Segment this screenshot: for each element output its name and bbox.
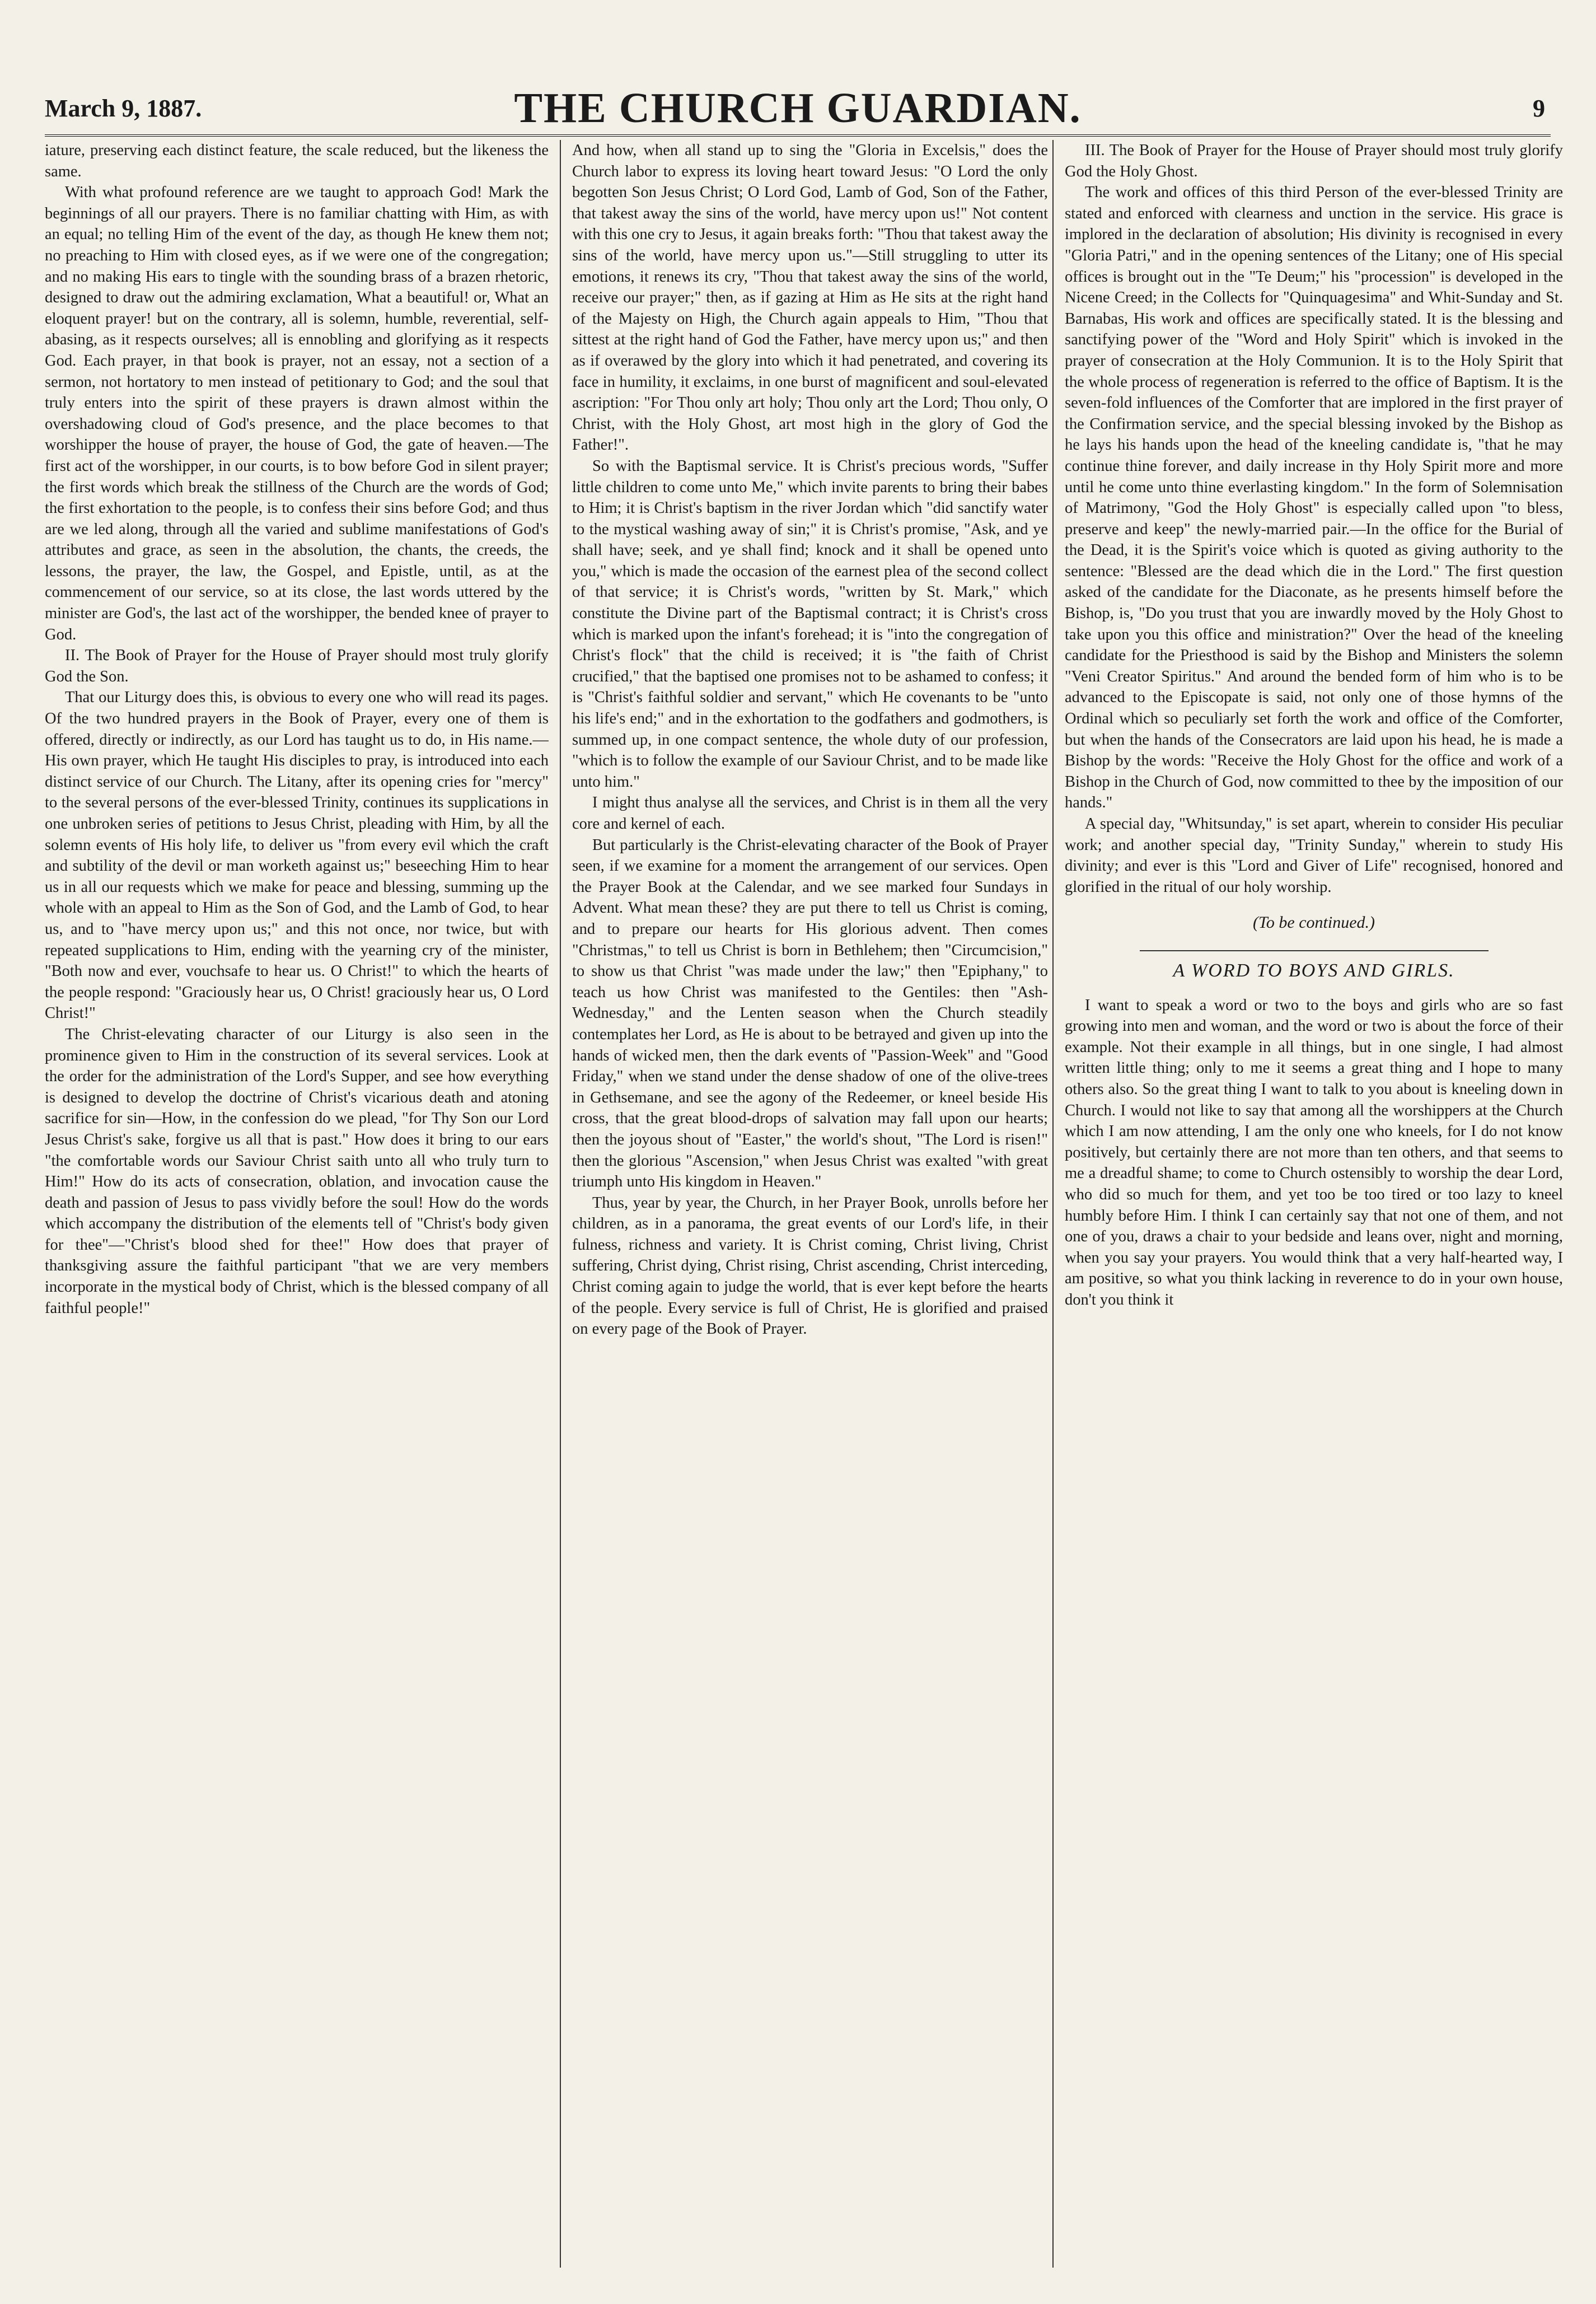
section-divider xyxy=(1140,950,1489,951)
paragraph: So with the Baptismal service. It is Christ's precious words, "Suffer little children to come unto Me," which invite parents to bring their babes to Him; it is Christ's baptism in the river Jordan which "did sanctify water to the mystical washing away of sin;" it is Christ's promise, "Ask, and ye shall have; seek, and ye shall find; knock and it shall be opened unto you," which is made the occasion of the earnest plea of the second collect of that service; it is Christ's words, "written by St. Mark," which constitute the Divine part of the Baptismal contract; it is Christ's cross which is marked upon the infant's forehead; it is "into the congregation of Christ's flock" that the child is received; it is "the faith of Christ crucified," that the baptised one promises not to be ashamed to confess; it is "Christ's faithful soldier and servant," which He covenants to be "unto his life's end;" and in the exhortation to the godfathers and godmothers, is summed up, in one compact sentence, the whole duty of our profession, "which is to follow the example of our Saviour Christ, and to be made like unto him." xyxy=(572,457,1048,791)
column-2 xyxy=(560,140,1048,2268)
section-heading-iii: III. The Book of Prayer for the House of Prayer should most truly glorify God the Holy Ghost. xyxy=(1065,142,1563,180)
paragraph: With what profound reference are we taught to approach God! Mark the beginnings of all our prayers. There is no familiar chatting with Him, as with an equal; no telling Him of the event of the day, as though He knew them not; no preaching to Him with closed eyes, as if we were one of the congregation; and no making His ears to tingle with the sounding brass of a brazen rhetoric, designed to draw out the admiring exclamation, What a beautiful! or, What an eloquent prayer! but on the contrary, all is solemn, humble, reverential, self-abasing, as it respects ourselves; all is ennobling and glorifying as it respects God. Each prayer, in that book is prayer, not an essay, not a section of a sermon, not hortatory to men instead of petitionary to God; and the soul that truly enters into the spirit of these prayers is drawn almost within the overshadowing cloud of God's presence, and the place becomes to that worshipper the house of prayer, the house of God, the gate of heaven.—The first act of the worshipper, in our courts, is to bow before God in silent prayer; the first words which break the stillness of the Church are the words of God; the first exhortation to the people, is to confess their sins before God; and thus are we led along, through all the varied and sublime manifestations of God's attributes and grace, as seen in the absolution, the chants, the creeds, the lessons, the prayer, the law, the Gospel, and Epistle, until, as at the commencement of our service, so at its close, the last words uttered by the minister are God's, the last act of the worshipper, the bended knee of prayer to God. xyxy=(45,184,549,643)
paragraph: Thus, year by year, the Church, in her Prayer Book, unrolls before her children, as in a panorama, the great events of our Lord's life, in their fulness, richness and variety. It is Christ coming, Christ living, Christ suffering, Christ dying, Christ rising, Christ ascending, Christ interceding, Christ coming again to judge the world, that is ever kept before the hearts of the people. Every service is full of Christ, He is glorified and praised on every page of the Book of Prayer. xyxy=(572,1194,1048,1338)
paragraph: But particularly is the Christ-elevating character of the Book of Prayer seen, if we examine for a moment the arrangement of our services. Open the Prayer Book at the Calendar, and we see marked four Sundays in Advent. What mean these? they are put there to tell us Christ is coming, and to prepare our hearts for His glorious advent. Then comes "Christmas," to tell us Christ is born in Bethlehem; then "Circumcision," to show us that Christ "was made under the law;" then "Epiphany," to teach us how Christ was manifested to the Gentiles: then "Ash-Wednesday," and the Lenten season when the Church steadily contemplates her Lord, as He is about to be betrayed and given up into the hands of wicked men, then the dark events of "Passion-Week" and "Good Friday," when we stand under the dense shadow of one of the olive-trees in Gethsemane, and see the agony of the Redeemer, or kneel beside His cross, that the great blood-drops of salvation may fall upon our hearts; then the joyous shout of "Easter," the world's shout, "The Lord is risen!" then the glorious "Ascension," when Jesus Christ was exalted "with great triumph unto His kingdom in Heaven." xyxy=(572,836,1048,1191)
paragraph: iature, preserving each distinct feature, the scale reduced, but the likeness the same. xyxy=(45,142,549,180)
newspaper-title: THE CHURCH GUARDIAN. xyxy=(514,85,1082,132)
page-number: 9 xyxy=(1533,95,1545,122)
paragraph: I might thus analyse all the services, and Christ is in them all the very core and kernel of each. xyxy=(572,794,1048,833)
section-heading-ii: II. The Book of Prayer for the House of Prayer should most truly glorify God the Son. xyxy=(45,647,549,685)
to-be-continued-note: (To be continued.) xyxy=(1252,913,1375,932)
issue-date: March 9, 1887. xyxy=(45,95,202,122)
paragraph: The work and offices of this third Person of the ever-blessed Trinity are stated and enforced with clearness and unction in the service. His grace is implored in the declaration of absolution; His divinity is recognised in every "Gloria Patri," and in the opening sentences of the Litany; one of His special offices is brought out in the "Te Deum;" his "procession" is developed in the Nicene Creed; in the Collects for "Quinquagesima" and Whit-Sunday and St. Barnabas, His work and offices are specifically stated. It is the blessing and sanctifying power of the "Word and Holy Spirit" which is invoked in the prayer of consecration at the Holy Communion. It is to the Holy Spirit that the whole process of regeneration is referred to the office of Baptism. It is the seven-fold influences of the Comforter that are implored in the first prayer of the Confirmation service, and the special blessing invoked by the Bishop as he lays his hands upon the head of the kneeling candidate is, "that he may continue thine forever, and daily increase in thy Holy Spirit more and more until he come unto thine everlasting kingdom." In the form of Solemnisation of Matrimony, "God the Holy Ghost" is especially called upon "to bless, preserve and keep" the newly-married pair.—In the office for the Burial of the Dead, it is the Spirit's voice which is quoted as giving authority to the sentence: "Blessed are the dead which die in the Lord." The first question asked of the candidate for the Diaconate, as he presents himself before the Bishop, is, "Do you trust that you are inwardly moved by the Holy Ghost to take upon you this office and ministration?" Over the head of the kneeling candidate for the Priesthood is said by the Bishop and Ministers the solemn "Veni Creator Spiritus." And around the bended form of him who is to be advanced to the Episcopate is said, not only one of those hymns of the Ordinal which so peculiarly set forth the work and office of the Comforter, but when the hands of the Consecrators are laid upon his head, he is made a Bishop by the words: "Receive the Holy Ghost for the office and work of a Bishop in the Church of God, now committed to thee by the imposition of our hands." xyxy=(1065,184,1563,812)
paragraph: I want to speak a word or two to the boys and girls who are so fast growing into men and woman, and the word or two is about the force of their example. Not their example in all things, but in one single, I had almost written little thing; only to me it seems a great thing and I hope to many others also. So the great thing I want to talk to you about is kneeling down in Church. I would not like to say that among all the worshippers at the Church which I am now attending, I am the only one who kneels, for I do not know positively, but certainly there are not more than ten others, and that seems to me a dreadful shame; to come to Church ostensibly to worship the dear Lord, who did so much for them, and yet too be too tired or too lazy to kneel humbly before Him. I think I can certainly say that not one of them, and not one of you, draws a chair to your bedside and leans over, night and morning, when you say your prayers. You would think that a very half-hearted way, I am positive, so what you think lacking in reverence to do in your own house, don't you think it xyxy=(1065,996,1563,1308)
column-1 xyxy=(45,140,549,2268)
masthead xyxy=(45,84,1551,137)
paragraph: That our Liturgy does this, is obvious to every one who will read its pages. Of the two hundred prayers in the Book of Prayer, every one of them is offered, directly or indirectly, as our Lord has taught us to do, in His name.—His own prayer, which He taught His disciples to pray, is introduced into each distinct service of our Church. The Litany, after its opening cries for "mercy" to the several persons of the ever-blessed Trinity, continues its supplications in one unbroken series of petitions to Jesus Christ, pleading with Him, by all the solemn events of His holy life, to deliver us "from every evil which the craft and subtility of the devil or man worketh against us;" beseeching Him to hear us in all our requests which we make for peace and blessing, summing up the whole with an appeal to Him as the Son of God, and the Lamb of God, to hear us, and to "have mercy upon us;" and this not once, nor twice, but with repeated supplications to Him, ending with the yearning cry of the minister, "Both now and ever, vouchsafe to hear us. O Christ!" to which the hearts of the people respond: "Graciously hear us, O Christ! graciously hear us, O Lord Christ!" xyxy=(45,689,549,1022)
paragraph: The Christ-elevating character of our Liturgy is also seen in the prominence given to Him in the construction of its several services. Look at the order for the administration of the Lord's Supper, and see how everything is designed to develop the doctrine of Christ's vicarious death and atoning sacrifice for sin—How, in the confession do we plead, "for Thy Son our Lord Jesus Christ's sake, forgive us all that is past." How does it bring to our ears "the comfortable words our Saviour Christ saith unto all who truly turn to Him!" How do its acts of consecration, oblation, and invocation cause the death and passion of Jesus to pass vividly before the soul! How do the words which accompany the distribution of the elements tell of "Christ's body given for thee"—"Christ's blood shed for thee!" How does that prayer of thanksgiving assure the faithful participant "that we are very members incorporate in the mystical body of Christ, which is the blessed company of all faithful people!" xyxy=(45,1025,549,1317)
article-heading: A WORD TO BOYS AND GIRLS. xyxy=(1173,960,1455,981)
column-3 xyxy=(1052,140,1563,2268)
paragraph: And how, when all stand up to sing the "Gloria in Excelsis," does the Church labor to express its loving heart toward Jesus: "O Lord the only begotten Son Jesus Christ; O Lord God, Lamb of God, Son of the Father, that takest away the sins of the world, have mercy upon us!" Not content with this one cry to Jesus, it again breaks forth: "Thou that takest away the sins of the world, have mercy upon us."—Still struggling to utter its emotions, it renews its cry, "Thou that takest away the sins of the world, receive our prayer;" then, as if gazing at Him as He sits at the right hand of the Majesty on High, the Church again appeals to Him, "Thou that sittest at the right hand of God the Father, have mercy upon us;" and then as if overawed by the glory into which it had penetrated, and covering its face in humility, it exclaims, in one burst of magnificent and soul-elevated ascription: "For Thou only art holy; Thou only art the Lord; Thou only, O Christ, with the Holy Ghost, art most high in the glory of God the Father!". xyxy=(572,142,1048,454)
paragraph: A special day, "Whitsunday," is set apart, wherein to consider His peculiar work; and another special day, "Trinity Sunday," wherein to study His divinity; and ever is this "Lord and Giver of Life" recognised, honored and glorified in the ritual of our holy worship. xyxy=(1065,815,1563,896)
